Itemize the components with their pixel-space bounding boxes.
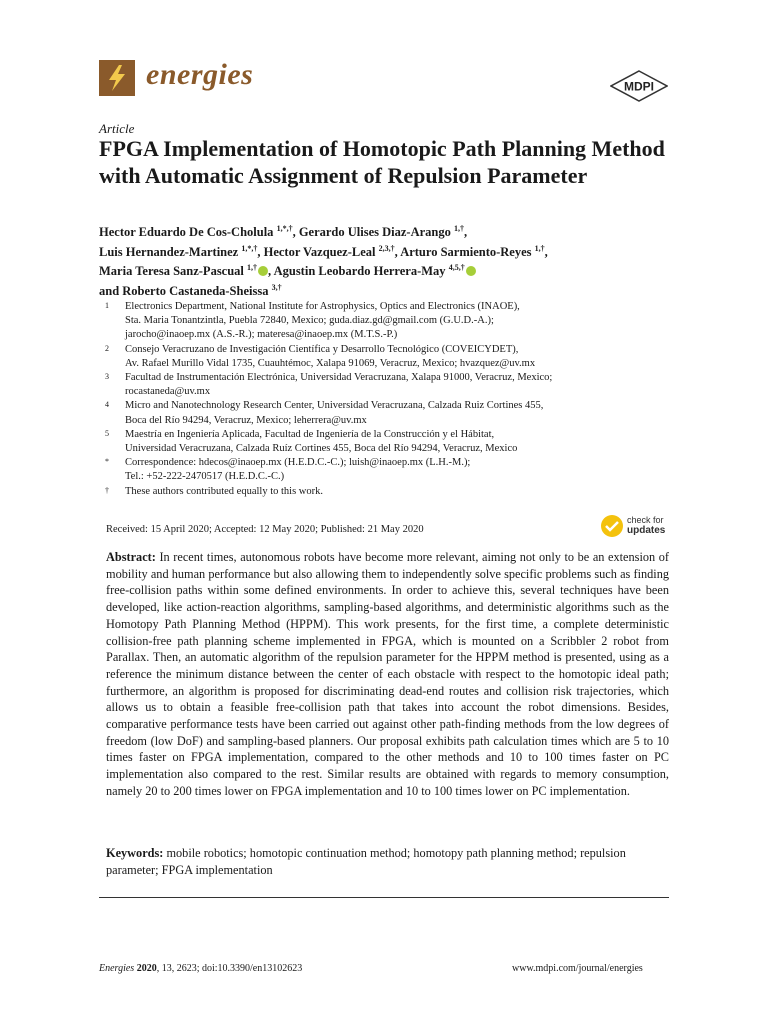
affiliation-line: Av. Rafael Murillo Vidal 1735, Cuauhtémoc, Xalapa 91069, Veracruz, Mexico; hvazquez@uv.mx [125,357,536,369]
author-separator: , [544,244,548,259]
affiliation-mark: † [105,485,109,495]
article-type: Article [99,121,135,136]
abstract-label: Abstract: [106,550,156,564]
author-separator: , [464,225,468,239]
orcid-icon[interactable] [466,266,476,276]
affiliation-mark: 5 [105,428,109,438]
author-name: Agustin Leobardo Herrera-May [273,264,449,278]
affiliation-mark: 4 [105,400,109,410]
affiliations-list [99,300,679,499]
affiliation-line: Electronics Department, National Institute for Astrophysics, Optics and Electronics (INAOE), [125,301,520,312]
author-affiliation-marks: 1,† [534,243,545,253]
author-separator: , [257,244,264,259]
author-affiliation-marks: 1,† [454,223,464,233]
footer-year: 2020 [136,963,157,974]
author-separator: , [394,244,401,259]
affiliation-line: Tel.: +52-222-2470517 (H.E.D.C.-C.) [125,471,285,483]
affiliation-line: rocastaneda@uv.mx [125,386,211,398]
author-affiliation-marks: 3,† [271,282,282,292]
affiliation-mark: 1 [105,301,109,310]
affiliation-line: Universidad Veracruzana, Calzada Ruíz Cortines 455, Boca del Río 94294, Veracruz, Mexico [125,443,518,455]
author-name: Gerardo Ulises Diaz-Arango [298,225,454,239]
affiliation-line: jarocho@inaoep.mx (A.S.-R.); materesa@inaoep.mx (M.T.S.-P.) [125,329,398,341]
mdpi-logo [610,70,668,107]
author-name: Hector Eduardo De Cos-Cholula [99,225,277,239]
affiliation-item [99,485,679,499]
author-affiliation-marks: 2,3,† [378,243,395,253]
author-name: and Roberto Castaneda-Sheissa [99,283,272,298]
affiliation-mark: 2 [105,343,109,353]
author-name: Arturo Sarmiento-Reyes [400,244,535,259]
svg-text:MDPI: MDPI [624,79,654,94]
author-affiliation-marks: 1,*,† [276,223,293,233]
abstract [106,549,669,800]
affiliation-mark: 3 [105,372,109,382]
check-updates-line1: check for [627,515,664,525]
affiliation-line: Maestría en Ingeniería Aplicada, Facultad de Ingeniería de la Construcción y el Hábitat, [125,428,495,440]
affiliation-line: Sta. Maria Tonantzintla, Puebla 72840, Mexico; guda.diaz.gd@gmail.com (G.U.D.-A.); [125,315,494,327]
affiliation-line: These authors contributed equally to this work. [125,485,323,497]
publication-dates: Received: 15 April 2020; Accepted: 12 May 2020; Published: 21 May 2020 [106,524,424,535]
footer-citation: , 13, 2623; doi:10.3390/en13102623 [156,963,303,974]
keywords-label: Keywords: [106,846,164,860]
page-title: FPGA Implementation of Homotopic Path Planning Method with Automatic Assignment of Repulsion Parameter [99,136,665,188]
affiliation-line: Facultad de Instrumentación Electrónica, Universidad Veracruzana, Xalapa 91000, Veracruz, Mexico; [125,372,553,384]
keywords-text: mobile robotics; homotopic continuation method; homotopy path planning method; repulsion parameter; FPGA implementation [106,846,626,877]
author-name: Maria Teresa Sanz-Pascual [99,264,248,278]
affiliation-item [99,428,679,456]
affiliation-item [99,343,679,371]
affiliation-item [99,300,679,343]
journal-logo [99,60,135,96]
author-affiliation-marks: 1,† [247,262,258,272]
affiliation-item [99,456,679,484]
author-name: Hector Vazquez-Leal [263,244,379,259]
citation-footer [99,963,302,974]
abstract-text: In recent times, autonomous robots have become more relevant, aiming not only to be an extension of mobility and human performance but also allowing them to independently solve specific problems such as finding free-collision paths within some defined environments. In order to achieve this, several techniques have been developed, like action-reaction algorithms, sampling-based algorithms, and deterministic algorithms such as the Homotopy Path Planning Method (HPPM). This work presents, for the first time, a complete deterministic collision-free path planning scheme implemented in FPGA, which is mounted on a Scribbler 2 robot from Parallax. Then, an automatic algorithm of the repulsion parameter for the HPPM method is presented, using as a reference the minimum distance between the center of each obstacle with respect to the homotopic ideal path; furthermore, an algorithm is proposed for discriminating dead-end routes and collision risk trajectories, which allows us to obtain a feasible free-collision path that takes into account the robot dimensions. Besides, comparative performance tests have been carried out against other path-finding methods from the low degrees of freedom (low DoF) and sampling-based planners. Our proposal exhibits path calculation times which are 5 to 10 times faster on FPGA implementation, compared to the other methods and 10 to 100 times faster on PC implementation also compared to the rest. Similar results are obtained with regards to memory consumption, namely 20 to 200 times lower on FPGA implementation and 10 to 100 times lower on PC implementation. [106,550,669,798]
affiliation-line: Boca del Río 94294, Veracruz, Mexico; leherrera@uv.mx [125,414,367,426]
author-affiliation-marks: 1,*,† [241,243,258,253]
lightning-bolt-icon [99,60,135,96]
check-for-updates-button[interactable] [600,514,624,543]
check-updates-icon [600,514,624,538]
author-list [99,223,639,301]
author-name: Luis Hernandez-Martinez [99,244,242,259]
affiliation-line: Consejo Veracruzano de Investigación Científica y Desarrollo Tecnológico (COVEICYDET), [125,343,519,355]
journal-name: energies [146,58,254,91]
author-affiliation-marks: 4,5,† [448,262,465,272]
check-updates-label[interactable] [627,515,665,536]
affiliation-item [99,399,679,427]
footer-journal: Energies [99,963,135,974]
orcid-icon[interactable] [258,266,268,276]
divider [99,897,669,898]
affiliation-mark: * [105,457,109,467]
author-separator: , [292,225,299,239]
affiliation-line: Micro and Nanotechnology Research Center, Universidad Veracruzana, Calzada Ruiz Cortines 455, [125,400,544,412]
check-updates-line2: updates [627,525,666,536]
author-separator: , [268,264,274,278]
journal-url-link[interactable]: www.mdpi.com/journal/energies [512,963,643,974]
affiliation-item [99,371,679,399]
keywords [106,845,669,878]
affiliation-line: Correspondence: hdecos@inaoep.mx (H.E.D.C.-C.); luish@inaoep.mx (L.H.-M.); [125,457,471,469]
